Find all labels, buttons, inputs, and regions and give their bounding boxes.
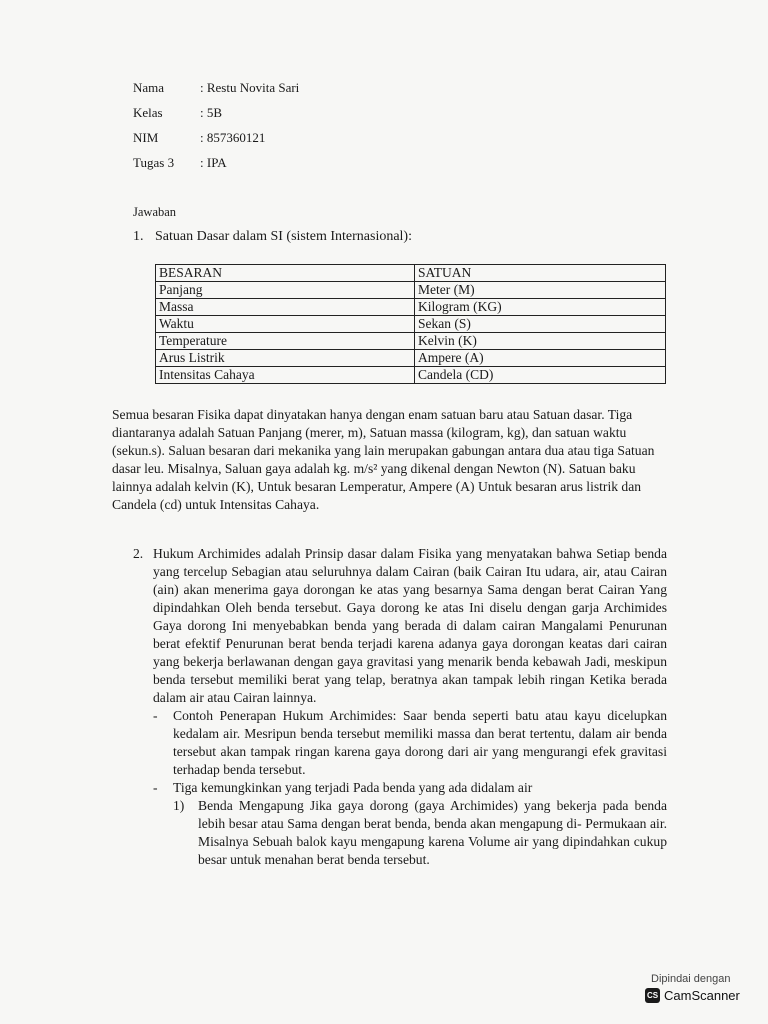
table-header-cell: SATUAN (415, 265, 666, 282)
question-number: 1. (133, 229, 144, 244)
question-1-paragraph: Semua besaran Fisika dapat dinyatakan hanya dengan enam satuan baru atau Satuan dasar. Tiga diantaranya adalah Satuan Panjang (merer, m), Satuan massa (kilogram, kg), dan satuan waktu (sekun.s). Saluan besaran dari mekanika yang lain merupakan gabungan antara dua atau tiga Satuan dasar leu. Misalnya, Saluan gaya adalah kg. m/s² yang dikenal dengan Newton (N). Satuan baku lainnya adalah kelvin (K), Untuk besaran Lemperatur, Ampere (A) Untuk besaran arus listrik dan Candela (cd) untuk Intensitas Cahaya. (112, 407, 655, 512)
question-number: 2. (133, 546, 144, 561)
si-units-table (155, 264, 666, 384)
table-row (156, 282, 666, 299)
scanned-by-label: Dipindai dengan (651, 973, 731, 985)
table-cell: Ampere (A) (415, 350, 666, 367)
camscanner-watermark (645, 973, 755, 1003)
dash-bullet-icon: - (153, 780, 158, 795)
camscanner-brand (645, 988, 755, 1003)
bullet-text: Tiga kemungkinkan yang terjadi Pada benda yang ada didalam air (173, 780, 533, 795)
table-row (156, 367, 666, 384)
table-cell: Temperature (156, 333, 415, 350)
question-2-body: Hukum Archimides adalah Prinsip dasar dalam Fisika yang menyatakan bahwa Setiap benda yang tercelup Sebagian atau seluruhnya dalam Cairan (baik Cairan Itu udara, air, atau Cairan (ain) akan menerima gaya dorongan ke atas yang besarnya Sama dengan berat Cairan Yang dipindahkan Oleh benda tersebut. Gaya dorong ke atas Ini diselu dengan garja Archimides Gaya dorong Ini menyebabkan benda yang berada di dalam cairan Mangalami Penurunan berat efektif Penurunan berat benda terjadi karena adanya gaya dorongan keatas dari cairan yang bekerja berlawanan dengan gaya gravitasi yang menarik benda kebawah Jadi, meskipun benda tersebut memiliki berat yang telap, beratnya akan tampak lebih ringan Ketika berada dalam air atau Cairan lainnya. (153, 546, 667, 705)
header-label: Kelas (133, 105, 163, 120)
header-label: NIM (133, 130, 159, 145)
header-row-tugas (133, 155, 227, 171)
sub-item (173, 797, 667, 869)
bullet-item (153, 779, 667, 869)
camscanner-logo-icon: CS (645, 988, 660, 1003)
question-title: Satuan Dasar dalam SI (sistem Internasional): (155, 229, 412, 244)
question-2-section (133, 545, 667, 869)
table-cell: Waktu (156, 316, 415, 333)
table-cell: Intensitas Cahaya (156, 367, 415, 384)
sub-item-number: 1) (173, 798, 185, 813)
table-cell: Massa (156, 299, 415, 316)
sub-item-text: Benda Mengapung Jika gaya dorong (gaya Archimides) yang bekerja pada benda lebih besar atau Sama dengan berat benda, benda akan mengapung di- Permukaan air. Misalnya Sebuah balok kayu mengapung karena Volume air yang dipindahkan cukup besar untuk menahan berat benda tersebut. (198, 798, 667, 867)
table-cell: Kelvin (K) (415, 333, 666, 350)
table-row (156, 350, 666, 367)
question-1-heading (133, 229, 412, 245)
table-row (156, 316, 666, 333)
table-cell: Panjang (156, 282, 415, 299)
header-value: : Restu Novita Sari (200, 80, 300, 95)
table-header-cell: BESARAN (156, 265, 415, 282)
table-cell: Meter (M) (415, 282, 666, 299)
table-row (156, 299, 666, 316)
header-value: : 5B (200, 105, 223, 120)
dash-bullet-icon: - (153, 708, 158, 723)
header-row-nim (133, 130, 265, 146)
table-cell: Kilogram (KG) (415, 299, 666, 316)
header-value: : IPA (200, 155, 227, 170)
header-row-nama (133, 80, 299, 96)
table-cell: Arus Listrik (156, 350, 415, 367)
header-row-kelas (133, 105, 222, 121)
table-row (156, 333, 666, 350)
header-value: : 857360121 (200, 130, 266, 145)
header-label: Nama (133, 80, 165, 95)
table-cell: Sekan (S) (415, 316, 666, 333)
jawaban-heading: Jawaban (133, 205, 177, 219)
camscanner-name: CamScanner (664, 988, 740, 1003)
table-header-row (156, 265, 666, 282)
header-label: Tugas 3 (133, 155, 175, 170)
bullet-text: Contoh Penerapan Hukum Archimides: Saar benda seperti batu atau kayu dicelupkan kedalam air. Mesripun benda tersebut memiliki massa dan berat tertentu, dalam air benda tersebut akan tampak ringan karena gaya dorong dari air yang mengurangi efek gravitasi terhadap benda tersebut. (173, 708, 667, 777)
bullet-item (153, 707, 667, 779)
table-cell: Candela (CD) (415, 367, 666, 384)
